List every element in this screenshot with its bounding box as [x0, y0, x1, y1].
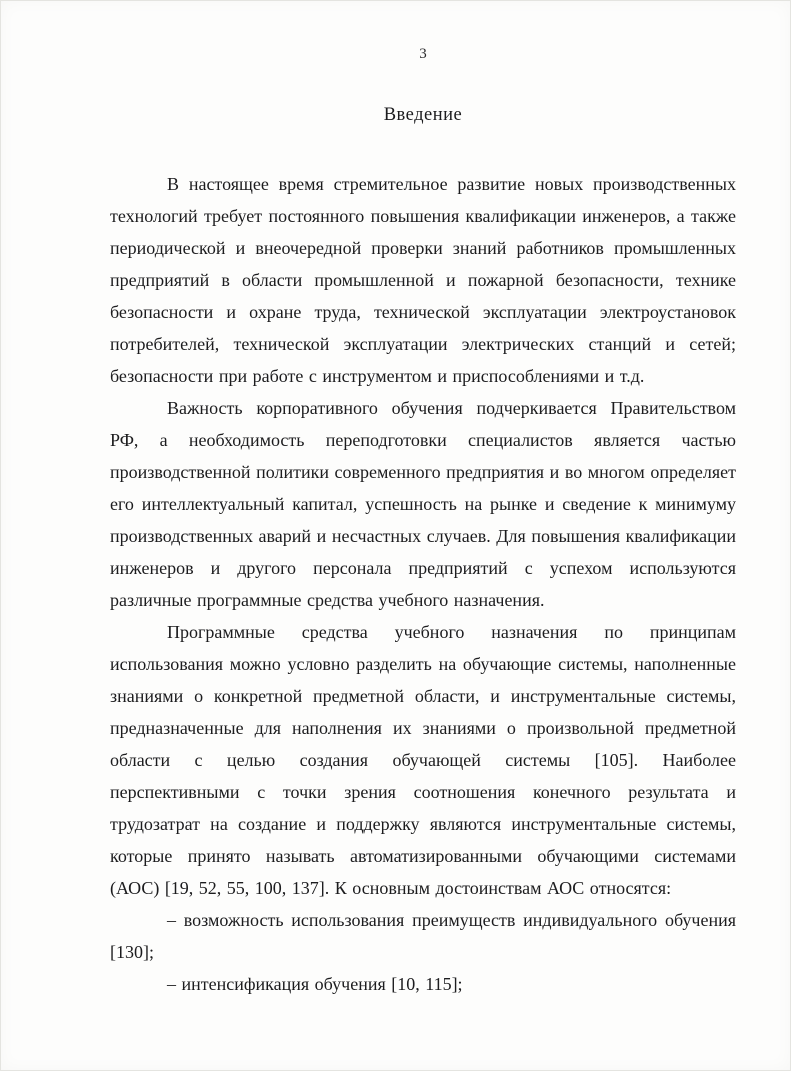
- paragraph-intro-3: Программные средства учебного назначения по принципам использования можно условно разделить на обучающие системы, наполненные знаниями о конкретной предметной области, и инструментальные системы, предназначенные для наполнения их знаниями о произвольной предметной области с целью создания обучающей системы [105]. Наиболее перспективными с точки зрения соотношения конечного результата и трудозатрат на создание и поддержку являются инструментальные системы, которые принято называть автоматизированными обучающими системами (АОС) [19, 52, 55, 100, 137]. К основным достоинствам АОС относятся:: [110, 622, 736, 898]
- body-text: [110, 168, 736, 1000]
- paragraph-intro-1: В настоящее время стремительное развитие новых производственных технологий требует постоянного повышения квалификации инженеров, а также периодической и внеочередной проверки знаний работников промышленных предприятий в области промышленной и пожарной безопасности, технике безопасности и охране труда, технической эксплуатации электроустановок потребителей, технической эксплуатации электрических станций и сетей; безопасности при работе с инструментом и приспособлениями и т.д.: [110, 174, 736, 386]
- page-title: Введение: [383, 105, 463, 125]
- page-number: 3: [419, 46, 427, 62]
- list-item-advantage-2: – интенсификация обучения [10, 115];: [167, 974, 463, 994]
- paragraph-intro-2: Важность корпоративного обучения подчеркивается Правительством РФ, а необходимость переподготовки специалистов является частью производственной политики современного предприятия и во многом определяет его интеллектуальный капитал, успешность на рынке и сведение к минимуму производственных аварий и несчастных случаев. Для повышения квалификации инженеров и другого персонала предприятий с успехом используются различные программные средства учебного назначения.: [110, 398, 736, 610]
- list-item-advantage-1: – возможность использования преимуществ индивидуального обучения [130];: [110, 910, 736, 962]
